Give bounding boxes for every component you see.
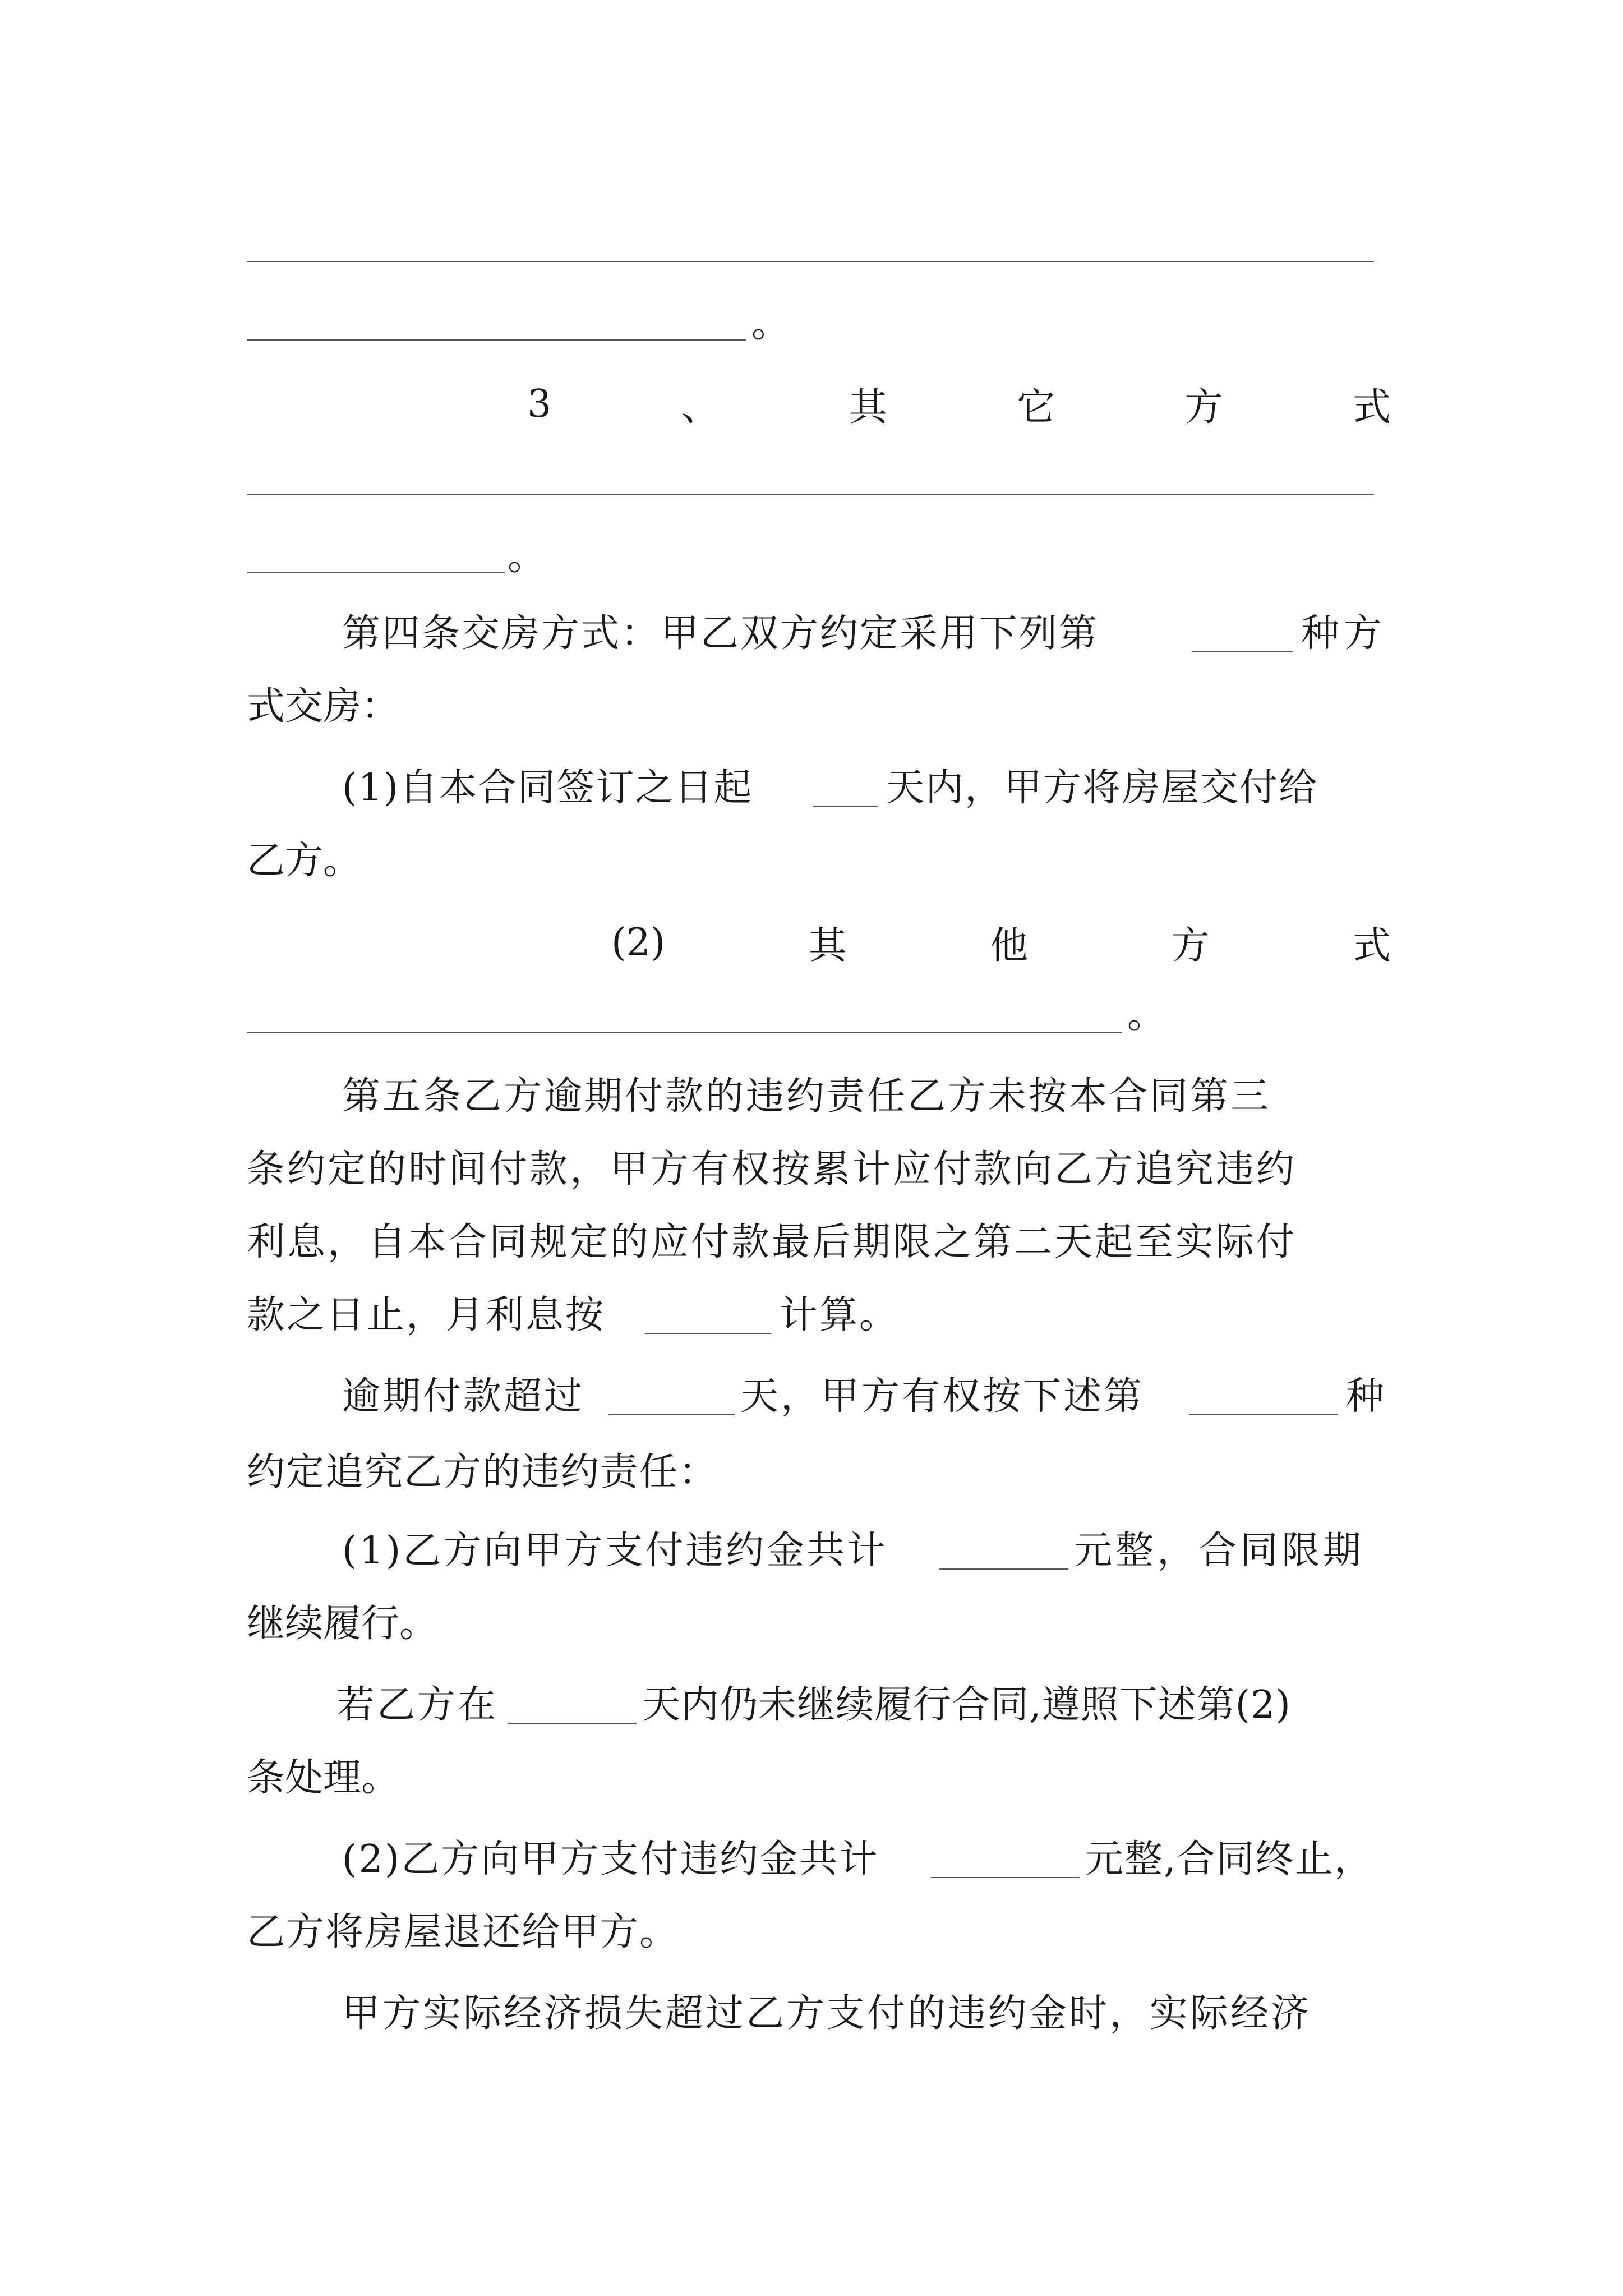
fill-in-blank[interactable] <box>247 339 746 341</box>
clause-text: 天内仍未继续履行合同,遵照下述第(2) <box>642 1683 1291 1727</box>
article-4-text: 式交房： <box>247 684 400 729</box>
fill-in-blank[interactable] <box>645 1333 771 1334</box>
penalty-text: 元整，合同限期 <box>1074 1529 1365 1573</box>
article-4-item-1 <box>0 752 1623 825</box>
fill-in-blank[interactable] <box>247 261 1374 262</box>
overdue-line-2 <box>0 1436 1623 1509</box>
penalty-text: 元整,合同终止， <box>1085 1837 1373 1881</box>
article-5-text: 利息，自本合同规定的应付款最后期限之第二天起至实际付 <box>247 1220 1297 1264</box>
fill-in-blank[interactable] <box>508 1723 637 1724</box>
heading-char: 他 <box>990 923 1029 968</box>
article-5-line-2 <box>0 1133 1623 1206</box>
penalty-text: (2)乙方向甲方支付违约金共计 <box>342 1837 879 1881</box>
overdue-text: 逾期付款超过 <box>342 1374 585 1419</box>
clause-text: 条处理。 <box>247 1756 400 1800</box>
heading-char: 它 <box>1017 385 1055 430</box>
article-5-text: 计算。 <box>780 1293 900 1337</box>
heading-char: 方 <box>1184 385 1223 430</box>
blank-line-row <box>0 295 1623 367</box>
penalty-text: 乙方将房屋退还给甲方。 <box>247 1910 679 1954</box>
penalty-1-line-1 <box>0 1515 1623 1588</box>
overdue-text: 约定追究乙方的违约责任： <box>247 1450 718 1494</box>
clause-text: 若乙方在 <box>336 1683 499 1727</box>
item-text: 乙方。 <box>247 839 362 883</box>
section-3-heading <box>527 367 1391 440</box>
article-4-text: 种方 <box>1301 611 1387 656</box>
period-text: 。 <box>751 302 790 346</box>
fill-in-blank[interactable] <box>608 1414 735 1415</box>
fill-in-blank[interactable] <box>1192 651 1293 652</box>
section-3-heading-row <box>0 367 1623 440</box>
if-clause-line-2 <box>0 1742 1623 1815</box>
article-5-text: 条约定的时间付款，甲方有权按累计应付款向乙方追究违约 <box>247 1147 1297 1191</box>
fill-in-blank[interactable] <box>247 494 1374 495</box>
blank-line-row <box>0 222 1623 295</box>
fill-in-blank[interactable] <box>939 1568 1068 1570</box>
section-number: 3 <box>527 381 552 426</box>
overdue-line-1 <box>0 1360 1623 1433</box>
heading-char: 其 <box>849 385 887 430</box>
heading-char: 式 <box>1352 385 1391 430</box>
article-4-text: 第四条交房方式：甲乙双方约定采用下列第 <box>342 611 1099 656</box>
item-text: 天内，甲方将房屋交付给 <box>886 766 1318 810</box>
overdue-text: 种 <box>1346 1374 1385 1419</box>
article-4-line-2 <box>0 670 1623 743</box>
period-text: 。 <box>1127 993 1166 1037</box>
article-4-item-1-cont <box>0 825 1623 898</box>
overdue-text: 天，甲方有权按下述第 <box>740 1374 1145 1419</box>
penalty-text: 继续履行。 <box>247 1602 438 1646</box>
article-5-line-1 <box>0 1060 1623 1133</box>
blank-line-row <box>0 979 1623 1052</box>
item-number: (2) <box>611 920 666 965</box>
article-5-line-3 <box>0 1206 1623 1279</box>
fill-in-blank[interactable] <box>247 572 505 573</box>
enumeration-comma: 、 <box>681 385 720 430</box>
penalty-text: (1)乙方向甲方支付违约金共计 <box>342 1529 888 1573</box>
article-4-line-1 <box>0 597 1623 670</box>
if-clause-line-1 <box>0 1669 1623 1742</box>
article-5-line-4 <box>0 1279 1623 1352</box>
paragraph-text: 甲方实际经济损失超过乙方支付的违约金时，实际经济 <box>342 1991 1312 2036</box>
penalty-2-line-1 <box>0 1823 1623 1896</box>
article-5-text: 第五条乙方逾期付款的违约责任乙方未按本合同第三 <box>342 1074 1271 1119</box>
fill-in-blank[interactable] <box>247 1032 1122 1033</box>
article-4-item-2 <box>0 906 1623 979</box>
blank-line-row <box>0 454 1623 527</box>
loss-paragraph-line-1 <box>0 1977 1623 2050</box>
item-2-heading <box>611 906 1391 979</box>
fill-in-blank[interactable] <box>813 806 878 807</box>
article-5-text: 款之日止，月利息按 <box>247 1293 606 1337</box>
fill-in-blank[interactable] <box>931 1877 1080 1878</box>
item-text: (1)自本合同签订之日起 <box>342 766 753 810</box>
heading-char: 式 <box>1352 923 1391 968</box>
blank-line-row <box>0 527 1623 600</box>
period-text: 。 <box>508 535 546 579</box>
heading-char: 方 <box>1171 923 1210 968</box>
penalty-2-line-2 <box>0 1896 1623 1969</box>
heading-char: 其 <box>808 923 847 968</box>
fill-in-blank[interactable] <box>1189 1414 1338 1415</box>
penalty-1-line-2 <box>0 1588 1623 1660</box>
